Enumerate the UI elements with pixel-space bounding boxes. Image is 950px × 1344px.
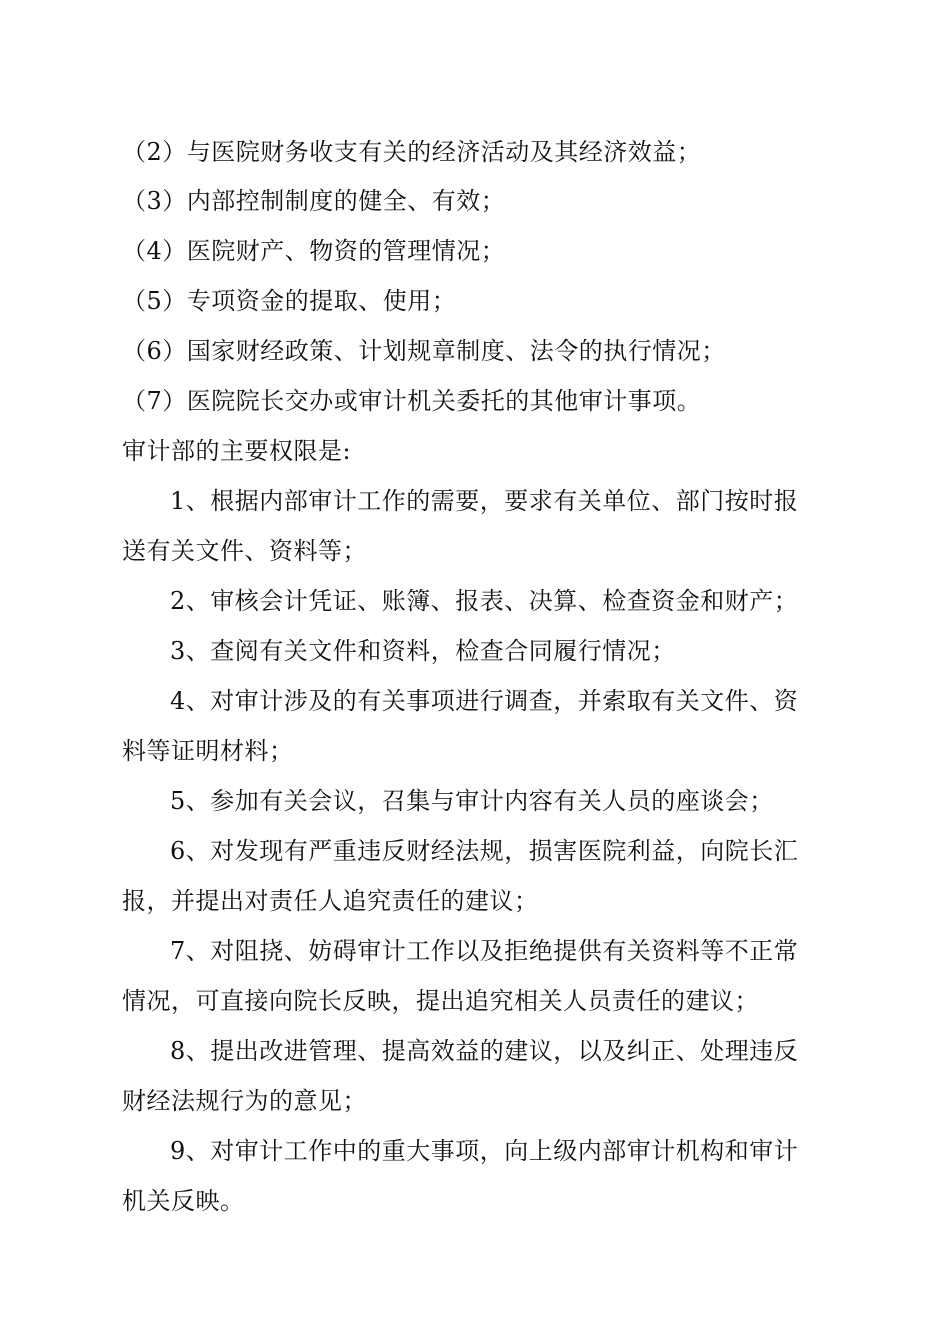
powers-heading: 审计部的主要权限是:	[122, 437, 352, 465]
power-1-line-1: 1、根据内部审计工作的需要，要求有关单位、部门按时报	[170, 487, 799, 515]
power-1-line-2: 送有关文件、资料等；	[122, 537, 367, 565]
power-5: 5、参加有关会议，召集与审计内容有关人员的座谈会；	[170, 787, 774, 815]
scope-item-6: （6）国家财经政策、计划规章制度、法令的执行情况；	[122, 337, 726, 365]
power-9-line-1: 9、对审计工作中的重大事项，向上级内部审计机构和审计	[170, 1137, 799, 1165]
power-4-line-2: 料等证明材料；	[122, 737, 294, 765]
power-7-line-2: 情况，可直接向院长反映，提出追究相关人员责任的建议；	[122, 987, 759, 1015]
power-8-line-2: 财经法规行为的意见；	[122, 1087, 367, 1115]
scope-item-3: （3）内部控制制度的健全、有效；	[122, 187, 506, 215]
power-6-line-1: 6、对发现有严重违反财经法规，损害医院利益，向院长汇	[170, 837, 799, 865]
scope-item-5: （5）专项资金的提取、使用；	[122, 287, 457, 315]
power-8-line-1: 8、提出改进管理、提高效益的建议，以及纠正、处理违反	[170, 1037, 799, 1065]
power-2: 2、审核会计凭证、账簿、报表、决算、检查资金和财产；	[170, 587, 799, 615]
power-4-line-1: 4、对审计涉及的有关事项进行调查，并索取有关文件、资	[170, 687, 799, 715]
power-9-line-2: 机关反映。	[122, 1187, 245, 1215]
power-6-line-2: 报，并提出对责任人追究责任的建议；	[122, 887, 539, 915]
scope-item-7: （7）医院院长交办或审计机关委托的其他审计事项。	[122, 387, 702, 415]
scope-item-4: （4）医院财产、物资的管理情况；	[122, 237, 506, 265]
scope-item-2: （2）与医院财务收支有关的经济活动及其经济效益；	[122, 138, 702, 166]
power-3: 3、查阅有关文件和资料，检查合同履行情况；	[170, 637, 676, 665]
power-7-line-1: 7、对阻挠、妨碍审计工作以及拒绝提供有关资料等不正常	[170, 937, 799, 965]
